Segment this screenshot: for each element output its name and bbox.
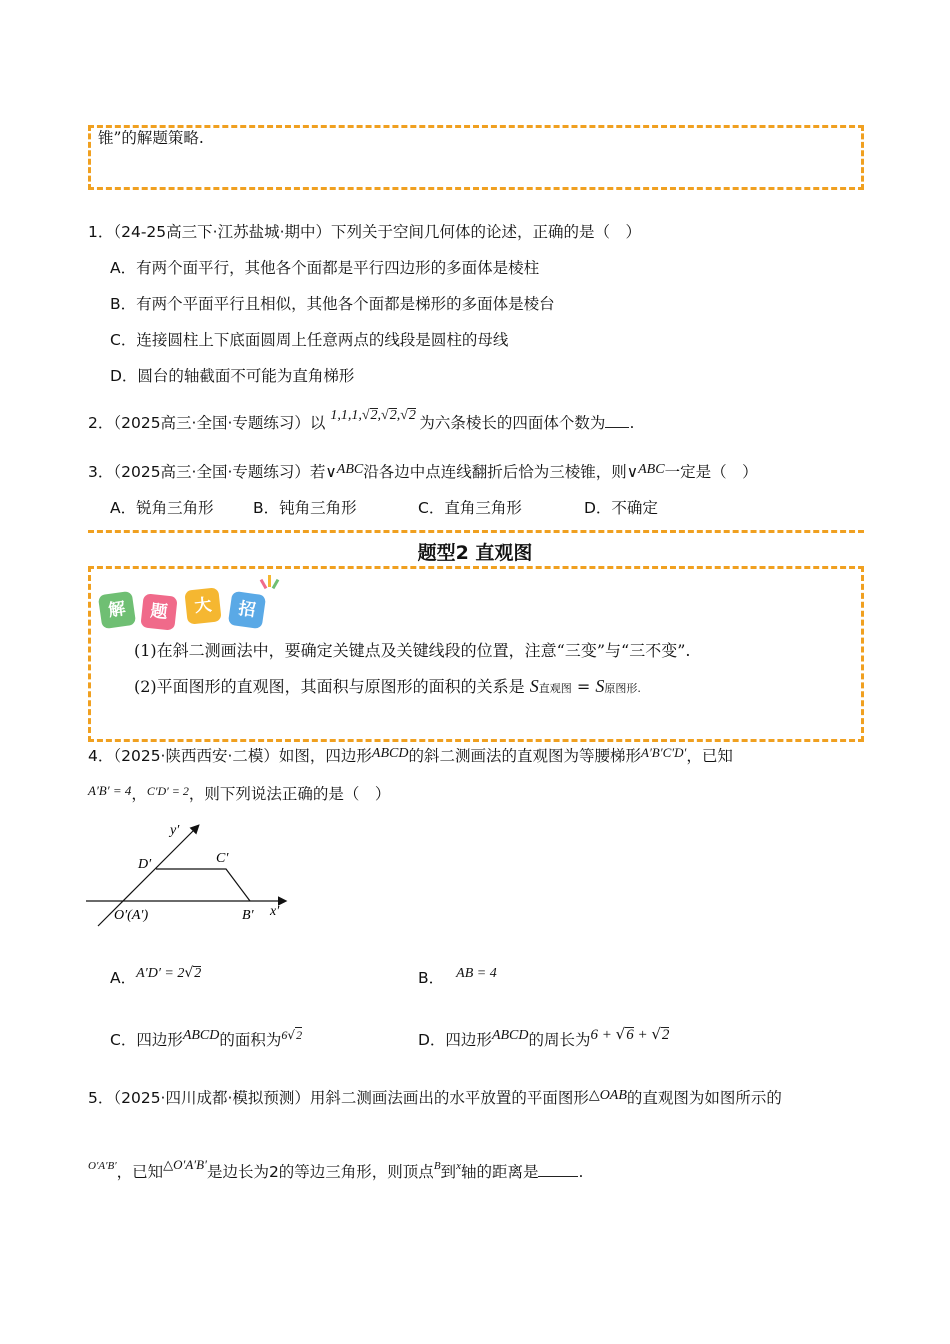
label-c: C′ xyxy=(216,851,229,866)
section-divider xyxy=(88,530,864,533)
q3-option-d: D．不确定 xyxy=(584,499,658,517)
q4-opt-c-mid: 的面积为 xyxy=(219,1031,282,1049)
q4-opt-a-prefix: A． xyxy=(110,969,137,987)
q4-tail: ，则下列说法正确的是（ ） xyxy=(188,785,391,803)
tip-s-1: S xyxy=(529,676,539,696)
q3-middle: 沿各边中点连线翻折后恰为三棱锥，则 xyxy=(363,463,627,481)
badge-jie: 解 xyxy=(98,591,136,629)
q4-opt-a-root: 2 xyxy=(194,966,202,981)
q4-given-2: C′D′ = 2 xyxy=(146,784,189,798)
q4-opt-d-quad: ABCD xyxy=(491,1028,529,1043)
q4-option-a xyxy=(110,962,202,987)
q3-line xyxy=(88,462,758,484)
q4-opt-b-prefix: B． xyxy=(418,969,445,987)
q5-to: 到 xyxy=(440,1163,457,1181)
q5-x: x xyxy=(456,1160,461,1172)
q2-comma-2: , xyxy=(396,408,401,423)
q4-opt-b-expr: AB = 4 xyxy=(456,966,497,981)
q5-known: ，已知 xyxy=(116,1163,164,1181)
q5-answer-blank xyxy=(538,1176,578,1177)
tip-line-1: (1)在斜二测画法中，要确定关键点及关键线段的位置，注意“三变”与“三不变”. xyxy=(134,641,691,660)
q4-opt-c-val: 6 xyxy=(281,1028,288,1042)
q5-line-1 xyxy=(88,1088,782,1110)
q3-tri-name-1: ABC xyxy=(336,462,364,477)
q4-opt-a-root-sign: √ xyxy=(184,965,194,981)
q4-line-2 xyxy=(88,784,390,805)
q5-tri: △OAB xyxy=(588,1088,627,1103)
q3-suffix: 一定是（ ） xyxy=(664,463,758,481)
q5-prefix: 5．（2025·四川成都·模拟预测）用斜二测画法画出的水平放置的平面图形 xyxy=(88,1089,589,1107)
q4-opt-d-val: 6 + xyxy=(590,1027,616,1043)
q4-opt-d-root-1: 6 xyxy=(626,1027,634,1043)
q2-root-3: 2 xyxy=(408,408,416,423)
tip-sub-2: 原图形. xyxy=(604,682,641,695)
q1-option-d: D．圆台的轴截面不可能为直角梯形 xyxy=(110,367,355,385)
q4-opt-d-mid: 的周长为 xyxy=(528,1031,591,1049)
q4-figure xyxy=(80,818,300,934)
badge-spark-icon xyxy=(260,575,280,589)
q5-end: . xyxy=(578,1163,584,1181)
q3-option-b: B．钝角三角形 xyxy=(253,499,357,517)
q4-opt-d-prefix: D．四边形 xyxy=(418,1031,492,1049)
q4-suffix: ，已知 xyxy=(686,747,733,765)
q2-root-sign-2: √ xyxy=(381,408,389,423)
label-o: O′(A′) xyxy=(114,908,149,923)
q2-prefix: 2．（2025高三·全国·专题练习）以 xyxy=(88,414,326,432)
q1-stem: 1．（24-25高三下·江苏盐城·期中）下列关于空间几何体的论述，正确的是（ ） xyxy=(88,223,642,241)
q2-root-sign-1: √ xyxy=(361,408,370,423)
label-d: D′ xyxy=(138,857,152,872)
q3-option-a: A．锐角三角形 xyxy=(110,499,214,517)
q3-prefix: 3．（2025高三·全国·专题练习）若 xyxy=(88,463,326,481)
q5-tri-prime: O′A′B′ xyxy=(88,1160,117,1172)
q1-option-a: A．有两个面平行，其他各个面都是平行四边形的多面体是棱柱 xyxy=(110,259,540,277)
q2-suffix: 为六条棱长的四面体个数为 xyxy=(419,414,606,432)
q4-opt-d-root-sign-2: √ xyxy=(651,1025,661,1043)
q4-opt-c-root: 2 xyxy=(296,1028,303,1042)
q4-option-c xyxy=(110,1024,303,1049)
q2-end: . xyxy=(629,414,635,432)
tip-line-2-prefix: (2)平面图形的直观图，其面积与原图形的面积的关系是 xyxy=(134,677,525,696)
q4-opt-c-root-sign: √ xyxy=(287,1028,296,1042)
q4-line-1 xyxy=(88,746,733,768)
q2-nums xyxy=(330,408,419,423)
q4-opt-d-root-2: 2 xyxy=(661,1027,670,1043)
tip-sub-1: 直观图 xyxy=(538,682,572,695)
tip-s-2: S xyxy=(595,676,605,696)
tip-eq: = xyxy=(576,677,591,696)
q3-tri-name-2: ABC xyxy=(638,462,665,477)
badge-da: 大 xyxy=(184,587,221,624)
q4-opt-c-quad: ABCD xyxy=(182,1028,220,1043)
section-title: 题型2 直观图 xyxy=(417,542,533,564)
q4-prefix: 4．（2025·陕西西安·二模）如图，四边形 xyxy=(88,747,372,765)
badge-ti: 题 xyxy=(140,593,177,630)
q5-middle: 是边长为2的等边三角形，则顶点 xyxy=(206,1163,434,1181)
label-b: B′ xyxy=(242,908,254,923)
q5-b: B xyxy=(433,1160,441,1172)
q2-root-sign-3: √ xyxy=(400,408,408,423)
q5-line-1-suffix: 的直观图为如图所示的 xyxy=(626,1089,782,1107)
q2-line xyxy=(88,408,635,435)
intro-box xyxy=(88,125,864,190)
q4-opt-a-expr: A′D′ = 2 xyxy=(136,966,185,981)
q4-sep: ， xyxy=(131,785,147,803)
q1-option-b: B．有两个平面平行且相似，其他各个面都是梯形的多面体是棱台 xyxy=(110,295,555,313)
q4-opt-d-plus: + xyxy=(633,1027,652,1043)
intro-text: 锥”的解题策略. xyxy=(98,129,204,147)
q4-opt-c-prefix: C．四边形 xyxy=(110,1031,183,1049)
q2-root-2: 2 xyxy=(389,408,397,423)
badge-zhao: 招 xyxy=(228,591,266,629)
q3-option-c: C．直角三角形 xyxy=(418,499,522,517)
q4-given-1: A′B′ = 4 xyxy=(88,783,132,798)
q4-opt-d-root-sign-1: √ xyxy=(615,1025,626,1043)
q1-option-c: C．连接圆柱上下底面圆周上任意两点的线段是圆柱的母线 xyxy=(110,331,509,349)
trapezoid-top xyxy=(156,869,250,901)
q4-option-d xyxy=(418,1024,670,1049)
q4-quad: ABCD xyxy=(371,746,409,761)
q5-tri-prime-2: △O′A′B′ xyxy=(163,1157,207,1172)
q5-line-2 xyxy=(88,1157,584,1184)
q2-answer-blank xyxy=(605,427,629,428)
label-y: y′ xyxy=(170,823,180,838)
q4-trap: A′B′C′D′ xyxy=(641,745,687,760)
q4-middle: 的斜二测画法的直观图为等腰梯形 xyxy=(408,747,641,765)
q4-option-b xyxy=(418,962,497,987)
q3-triangle-symbol: ∨ xyxy=(325,463,337,481)
q2-comma-1: , xyxy=(377,408,382,423)
tip-line-2 xyxy=(134,676,641,699)
q3-triangle-symbol-2: ∨ xyxy=(626,463,639,481)
q5-suffix: 轴的距离是 xyxy=(460,1163,539,1181)
label-x: x′ xyxy=(270,904,280,919)
q2-nums-text: 1,1,1, xyxy=(330,408,362,423)
q2-root-1: 2 xyxy=(370,408,378,423)
tip-badges xyxy=(100,575,280,635)
